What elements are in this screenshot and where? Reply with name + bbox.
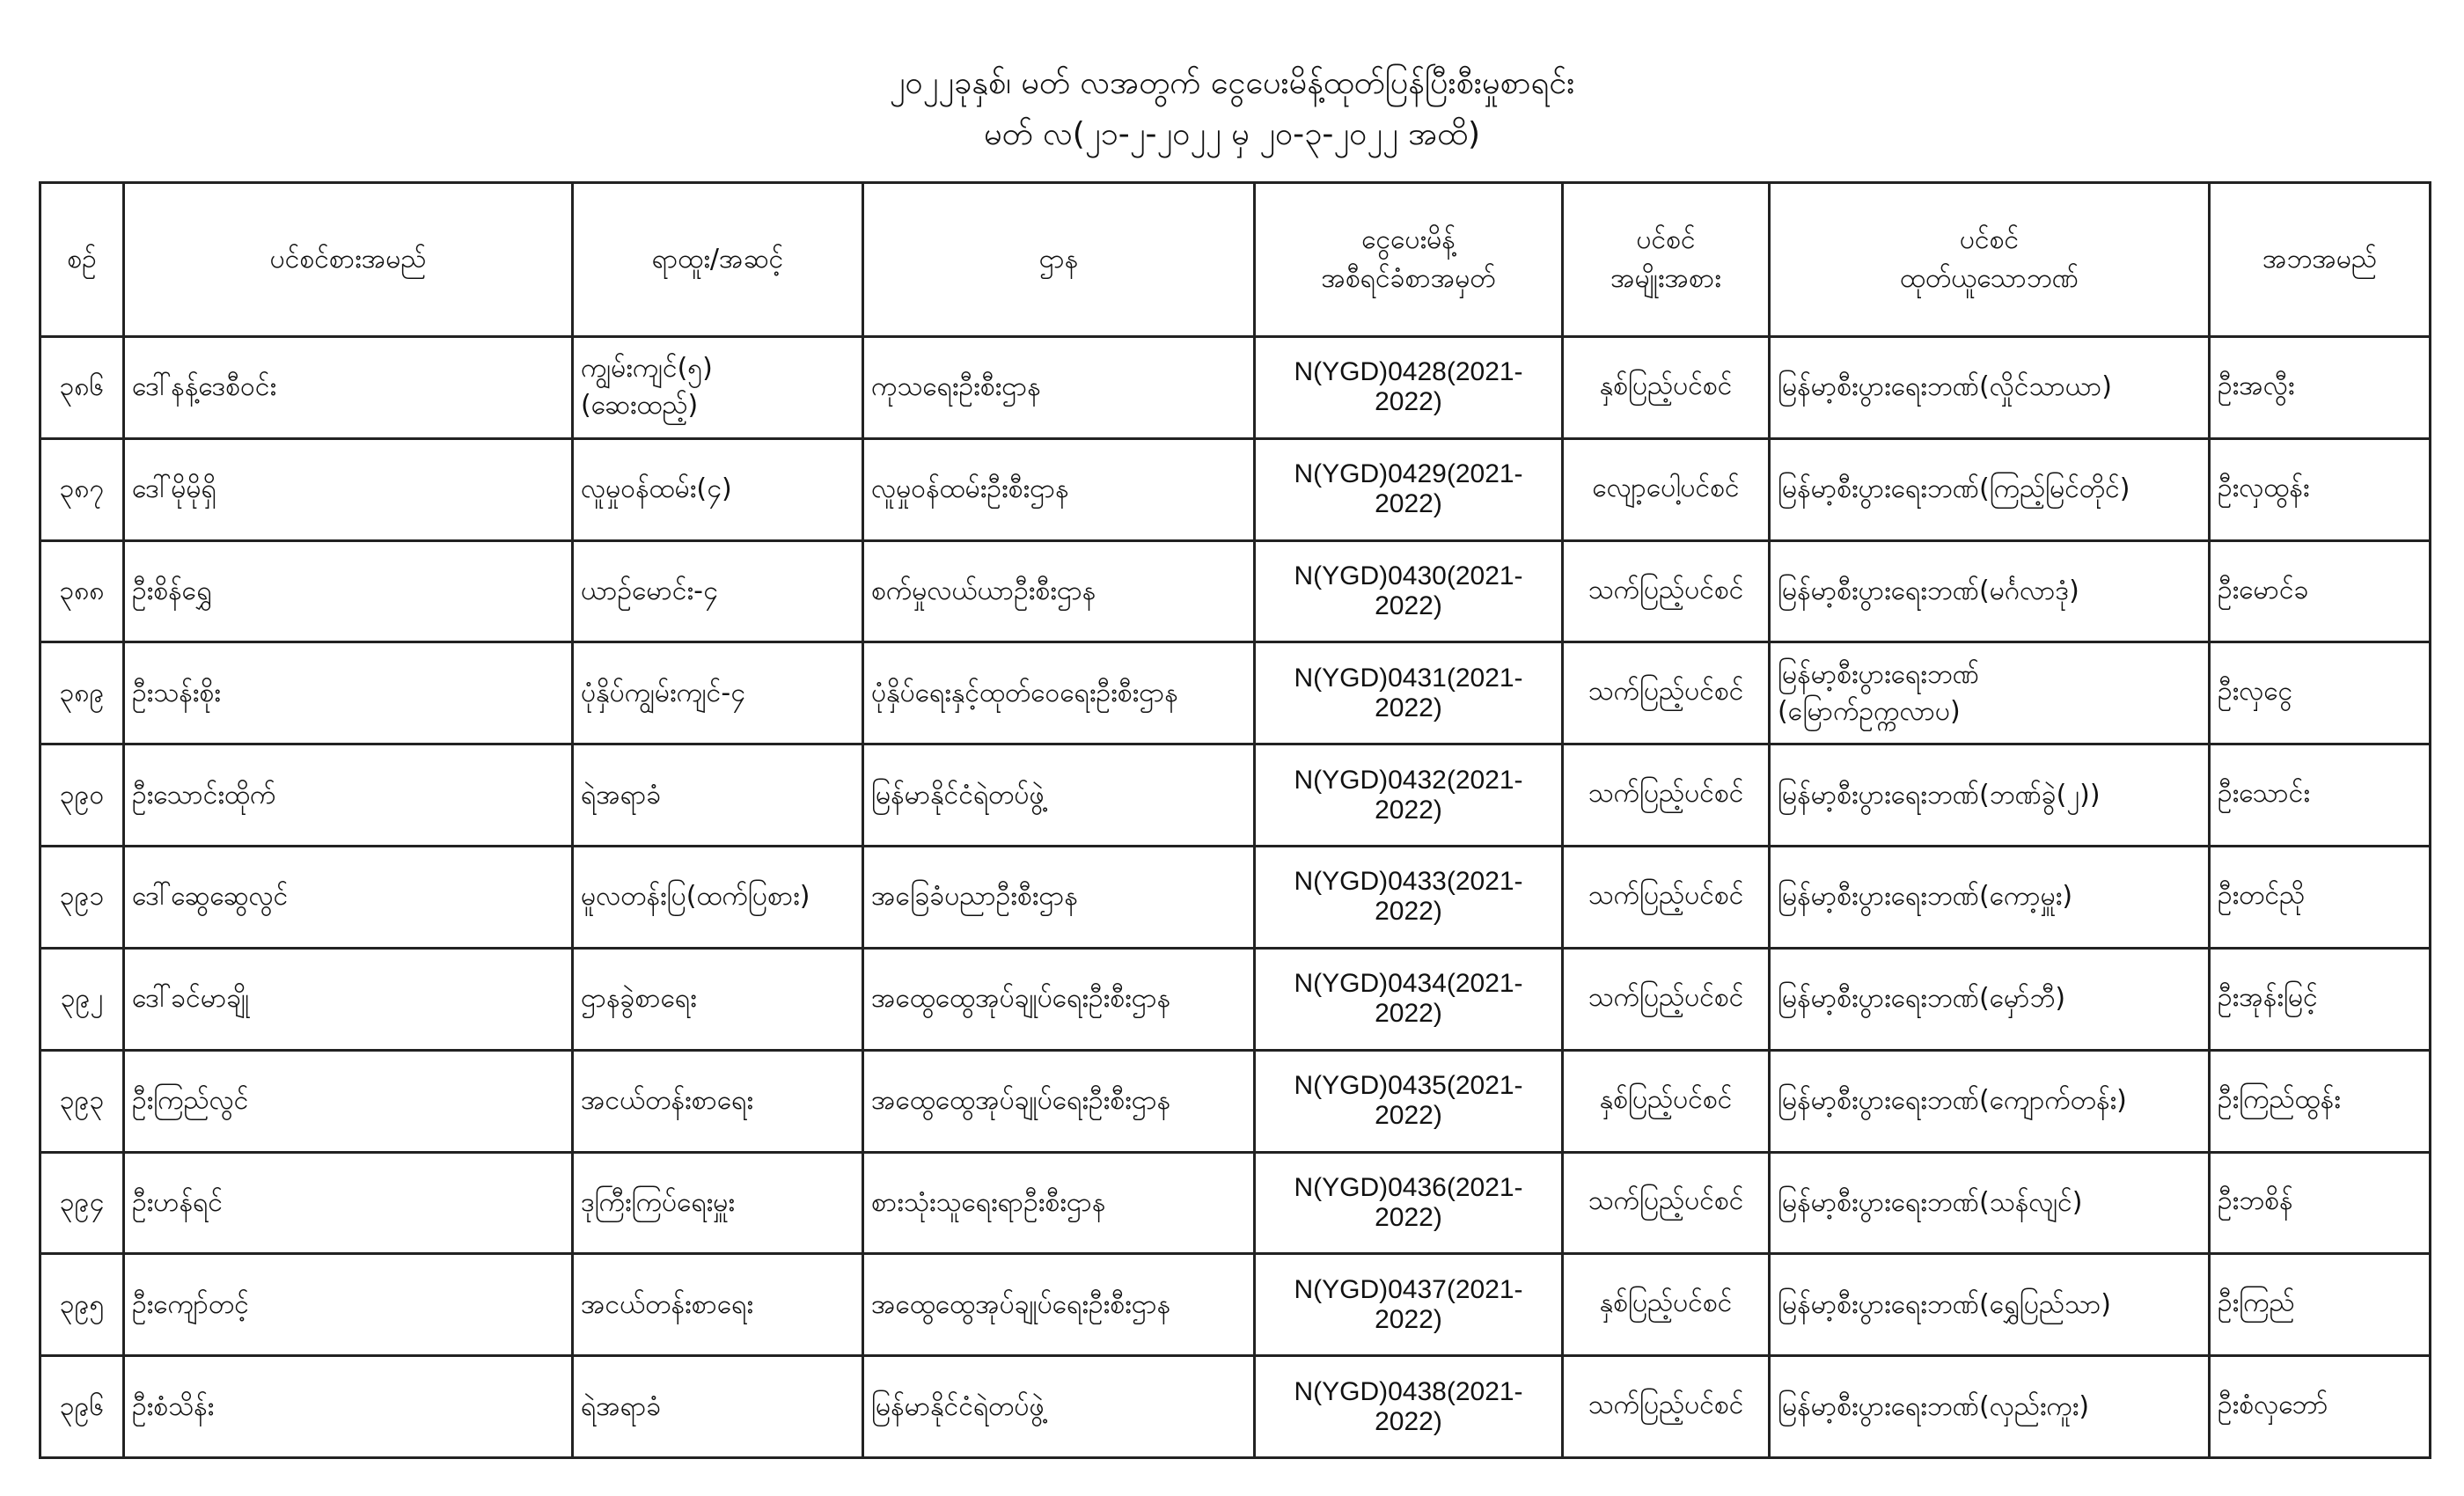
pension-table: [39, 181, 2431, 1459]
cell-report-number: [1255, 1152, 1563, 1254]
header-department: ဌာန: [863, 183, 1255, 337]
cell-rank: [573, 438, 863, 540]
header-report-number-line2: အစီရင်ခံစာအမှတ်: [1321, 263, 1496, 294]
bank-text-line2: (မြောက်ဥက္ကလာပ): [1778, 695, 1961, 727]
table-header: [40, 183, 2431, 337]
table-row: [40, 1050, 2431, 1152]
bank-text: မြန်မာ့စီးပွားရေးဘဏ်(သန်လျင်): [1778, 1186, 2083, 1218]
cell-father-name: [2210, 1050, 2431, 1152]
header-pension-type: [1563, 183, 1770, 337]
cell-pension-type: [1563, 438, 1770, 540]
document-header: [0, 58, 2464, 160]
pension-type: သက်ပြည့်ပင်စင်: [1588, 1390, 1744, 1421]
cell-pension-type: [1563, 1254, 1770, 1356]
department-text: စက်မှုလယ်ယာဦးစီးဌာန: [871, 576, 1096, 607]
cell-name: [124, 847, 573, 949]
rank-text: လူမှုဝန်ထမ်း(၄): [581, 473, 732, 505]
department-text: အထွေထွေအုပ်ချုပ်ရေးဦးစီးဌာန: [871, 983, 1171, 1015]
header-report-number-line1: ငွေပေးမိန့်: [1361, 224, 1456, 255]
father-name: ဦးကြည်ထွန်း: [2218, 1083, 2341, 1115]
cell-department: [863, 948, 1255, 1050]
cell-department: [863, 1152, 1255, 1254]
header-rank: ရာထူး/အဆင့်: [573, 183, 863, 337]
cell-pension-type: [1563, 744, 1770, 847]
bank-text: မြန်မာ့စီးပွားရေးဘဏ်(လှိုင်သာယာ): [1778, 371, 2112, 403]
table-row: [40, 948, 2431, 1050]
pensioner-name: ဦးကြည်လွင်: [132, 1085, 249, 1117]
cell-department: [863, 540, 1255, 642]
table-row: [40, 540, 2431, 642]
cell-no: [40, 438, 124, 540]
department-text: ကုသရေးဦးစီးဌာန: [871, 371, 1041, 403]
report-number: N(YGD)0428(2021-2022): [1294, 357, 1523, 417]
department-text: ပုံနှိပ်ရေးနှင့်ထုတ်ဝေရေးဦးစီးဌာန: [871, 677, 1178, 708]
header-name: ပင်စင်စားအမည်: [124, 183, 573, 337]
pensioner-name: ဦးသန်းစိုး: [132, 677, 221, 708]
cell-father-name: [2210, 744, 2431, 847]
rank-text: ယာဉ်မောင်း-၄: [581, 576, 718, 607]
cell-report-number: [1255, 438, 1563, 540]
pensioner-name: ဒေါ်ခင်မာချို: [132, 983, 250, 1015]
pensioner-name: ဦးသောင်းထိုက်: [132, 779, 276, 810]
bank-text: မြန်မာ့စီးပွားရေးဘဏ်(ကော့မှူး): [1778, 881, 2073, 913]
bank-text: မြန်မာ့စီးပွားရေးဘဏ်(မှော်ဘီ): [1778, 983, 2066, 1015]
rank-text: ကျွမ်းကျင်(၅): [581, 353, 713, 385]
header-report-number: [1255, 183, 1563, 337]
cell-pension-type: [1563, 337, 1770, 439]
father-name: ဦးသောင်း: [2218, 778, 2310, 810]
cell-pension-type: [1563, 847, 1770, 949]
cell-name: [124, 1356, 573, 1458]
cell-no: [40, 1254, 124, 1356]
report-number: N(YGD)0433(2021-2022): [1294, 867, 1523, 927]
cell-rank: [573, 1050, 863, 1152]
cell-department: [863, 1356, 1255, 1458]
cell-father-name: [2210, 337, 2431, 439]
row-number: ၃၉၃: [59, 1085, 105, 1117]
pension-type: နှစ်ပြည့်ပင်စင်: [1599, 370, 1733, 401]
cell-bank: [1770, 540, 2210, 642]
report-number: N(YGD)0434(2021-2022): [1294, 969, 1523, 1029]
cell-father-name: [2210, 1152, 2431, 1254]
pension-type: သက်ပြည့်ပင်စင်: [1588, 676, 1744, 708]
cell-name: [124, 438, 573, 540]
pension-type: လျော့ပေါ့ပင်စင်: [1592, 472, 1740, 503]
cell-department: [863, 1050, 1255, 1152]
row-number: ၃၉၂: [60, 983, 104, 1015]
cell-father-name: [2210, 847, 2431, 949]
header-father-name: အဘအမည်: [2210, 183, 2431, 337]
pensioner-name: ဦးစိန်ရွှေ: [132, 576, 212, 607]
table-row: [40, 642, 2431, 744]
department-text: စားသုံးသူရေးရာဦးစီးဌာန: [871, 1186, 1106, 1218]
header-pension-type-line2: အမျိုးအစား: [1610, 263, 1721, 294]
bank-text: မြန်မာ့စီးပွားရေးဘဏ်(ဘဏ်ခွဲ(၂)): [1778, 779, 2101, 810]
bank-text: မြန်မာ့စီးပွားရေးဘဏ်(ကျောက်တန်း): [1778, 1085, 2127, 1117]
table-row: [40, 1356, 2431, 1458]
cell-father-name: [2210, 1254, 2431, 1356]
report-number: N(YGD)0430(2021-2022): [1294, 561, 1523, 621]
pensioner-name: ဒေါ်နန့်ဒေစီဝင်း: [132, 371, 277, 403]
bank-text: မြန်မာ့စီးပွားရေးဘဏ်(ကြည့်မြင်တိုင်): [1778, 473, 2130, 505]
row-number: ၃၉၀: [59, 779, 105, 810]
rank-text: ရဲအရာခံ: [581, 779, 662, 810]
cell-father-name: [2210, 948, 2431, 1050]
father-name: ဦးတင်ညို: [2218, 879, 2306, 911]
cell-no: [40, 1050, 124, 1152]
cell-department: [863, 744, 1255, 847]
cell-bank: [1770, 1050, 2210, 1152]
cell-department: [863, 847, 1255, 949]
header-bank-line1: ပင်စင်: [1959, 224, 2020, 255]
report-number: N(YGD)0437(2021-2022): [1294, 1274, 1523, 1334]
cell-report-number: [1255, 1356, 1563, 1458]
father-name: ဦးမောင်ခ: [2218, 574, 2309, 605]
cell-bank: [1770, 642, 2210, 744]
cell-bank: [1770, 1254, 2210, 1356]
cell-bank: [1770, 337, 2210, 439]
cell-no: [40, 337, 124, 439]
cell-rank: [573, 337, 863, 439]
header-pension-type-line1: ပင်စင်: [1636, 224, 1696, 255]
cell-department: [863, 642, 1255, 744]
cell-bank: [1770, 1356, 2210, 1458]
cell-department: [863, 1254, 1255, 1356]
rank-text: အငယ်တန်းစာရေး: [581, 1085, 753, 1117]
cell-report-number: [1255, 847, 1563, 949]
department-text: အထွေထွေအုပ်ချုပ်ရေးဦးစီးဌာန: [871, 1288, 1171, 1320]
department-text: မြန်မာနိုင်ငံရဲတပ်ဖွဲ့: [871, 1390, 1045, 1422]
cell-rank: [573, 1356, 863, 1458]
table-body: [40, 337, 2431, 1458]
father-name: ဦးဘစိန်: [2218, 1185, 2293, 1217]
pension-type: နှစ်ပြည့်ပင်စင်: [1599, 1287, 1733, 1319]
father-name: ဦးလှငွေ: [2218, 676, 2293, 708]
department-text: အထွေထွေအုပ်ချုပ်ရေးဦးစီးဌာန: [871, 1085, 1171, 1117]
cell-report-number: [1255, 948, 1563, 1050]
cell-report-number: [1255, 642, 1563, 744]
pension-type: သက်ပြည့်ပင်စင်: [1588, 981, 1744, 1013]
rank-text-line2: (ဆေးထည့်): [581, 390, 699, 422]
pension-type: သက်ပြည့်ပင်စင်: [1588, 574, 1744, 605]
rank-text: ပုံနှိပ်ကျွမ်းကျင်-၄: [581, 677, 746, 708]
table-row: [40, 438, 2431, 540]
cell-no: [40, 540, 124, 642]
cell-pension-type: [1563, 540, 1770, 642]
table-row: [40, 1254, 2431, 1356]
cell-father-name: [2210, 540, 2431, 642]
cell-report-number: [1255, 744, 1563, 847]
father-name: ဦးကြည်: [2218, 1287, 2295, 1319]
cell-rank: [573, 1254, 863, 1356]
report-number: N(YGD)0438(2021-2022): [1294, 1376, 1523, 1436]
pensioner-name: ဦးဟန်ရင်: [132, 1186, 224, 1218]
row-number: ၃၈၈: [59, 576, 105, 607]
row-number: ၃၉၁: [59, 881, 105, 913]
rank-text: ဒုကြီးကြပ်ရေးမှူး: [581, 1186, 736, 1218]
cell-pension-type: [1563, 642, 1770, 744]
bank-text: မြန်မာ့စီးပွားရေးဘဏ်(မင်္ဂလာဒုံ): [1778, 576, 2079, 607]
row-number: ၃၉၄: [59, 1186, 105, 1218]
table-row: [40, 744, 2431, 847]
bank-text: မြန်မာ့စီးပွားရေးဘဏ်(လှည်းကူး): [1778, 1390, 2090, 1422]
cell-name: [124, 642, 573, 744]
rank-text: အငယ်တန်းစာရေး: [581, 1288, 753, 1320]
rank-text: မူလတန်းပြ(ထက်ပြစား): [581, 881, 810, 913]
cell-father-name: [2210, 642, 2431, 744]
pensioner-name: ဦးစံသိန်း: [132, 1390, 215, 1422]
cell-pension-type: [1563, 1050, 1770, 1152]
cell-report-number: [1255, 1050, 1563, 1152]
report-number: N(YGD)0431(2021-2022): [1294, 663, 1523, 722]
bank-text: မြန်မာ့စီးပွားရေးဘဏ်(ရွှေပြည်သာ): [1778, 1288, 2111, 1320]
cell-name: [124, 337, 573, 439]
cell-no: [40, 642, 124, 744]
department-text: အခြေခံပညာဦးစီးဌာန: [871, 881, 1078, 913]
cell-report-number: [1255, 337, 1563, 439]
cell-name: [124, 1152, 573, 1254]
report-number: N(YGD)0436(2021-2022): [1294, 1172, 1523, 1232]
cell-pension-type: [1563, 948, 1770, 1050]
cell-name: [124, 744, 573, 847]
cell-report-number: [1255, 540, 1563, 642]
report-number: N(YGD)0429(2021-2022): [1294, 459, 1523, 519]
father-name: ဦးစံလှဘော်: [2218, 1390, 2328, 1421]
cell-bank: [1770, 948, 2210, 1050]
cell-rank: [573, 744, 863, 847]
pension-type: သက်ပြည့်ပင်စင်: [1588, 879, 1744, 911]
table-row: [40, 1152, 2431, 1254]
cell-pension-type: [1563, 1152, 1770, 1254]
cell-no: [40, 1152, 124, 1254]
pension-type: သက်ပြည့်ပင်စင်: [1588, 1185, 1744, 1217]
row-number: ၃၈၆: [59, 371, 105, 403]
pension-type: နှစ်ပြည့်ပင်စင်: [1599, 1083, 1733, 1115]
cell-rank: [573, 540, 863, 642]
cell-department: [863, 438, 1255, 540]
document-subtitle: မတ် လ(၂၁-၂-၂၀၂၂ မှ ၂၀-၃-၂၀၂၂ အထိ): [983, 116, 1480, 152]
rank-text: ရဲအရာခံ: [581, 1390, 662, 1422]
department-text: လူမှုဝန်ထမ်းဦးစီးဌာန: [871, 473, 1069, 505]
row-number: ၃၈၉: [59, 677, 105, 708]
pensioner-name: ဒေါ်ဆွေဆွေလွင်: [132, 881, 289, 913]
cell-bank: [1770, 438, 2210, 540]
report-number: N(YGD)0432(2021-2022): [1294, 765, 1523, 825]
cell-no: [40, 847, 124, 949]
cell-name: [124, 1254, 573, 1356]
cell-rank: [573, 847, 863, 949]
table-row: [40, 337, 2431, 439]
father-name: ဦးအုန်းမြင့်: [2218, 981, 2318, 1013]
pensioner-name: ဦးကျော်တင့်: [132, 1288, 249, 1320]
cell-rank: [573, 948, 863, 1050]
department-text: မြန်မာနိုင်ငံရဲတပ်ဖွဲ့: [871, 779, 1045, 810]
cell-rank: [573, 1152, 863, 1254]
cell-name: [124, 540, 573, 642]
cell-pension-type: [1563, 1356, 1770, 1458]
cell-no: [40, 744, 124, 847]
father-name: ဦးအလွီး: [2218, 370, 2295, 401]
report-number: N(YGD)0435(2021-2022): [1294, 1071, 1523, 1131]
cell-name: [124, 948, 573, 1050]
cell-bank: [1770, 744, 2210, 847]
document-title: ၂၀၂၂ခုနှစ်၊ မတ် လအတွက် ငွေပေးမိန့်ထုတ်ပြန်ပြီးစီးမှုစာရင်း: [889, 65, 1575, 101]
table-row: [40, 847, 2431, 949]
rank-text: ဌာနခွဲစာရေး: [581, 983, 697, 1015]
row-number: ၃၈၇: [59, 473, 105, 505]
father-name: ဦးလှထွန်း: [2218, 472, 2310, 503]
cell-rank: [573, 642, 863, 744]
cell-report-number: [1255, 1254, 1563, 1356]
header-bank: [1770, 183, 2210, 337]
cell-father-name: [2210, 1356, 2431, 1458]
cell-department: [863, 337, 1255, 439]
cell-father-name: [2210, 438, 2431, 540]
cell-bank: [1770, 847, 2210, 949]
cell-no: [40, 1356, 124, 1458]
cell-bank: [1770, 1152, 2210, 1254]
cell-name: [124, 1050, 573, 1152]
row-number: ၃၉၆: [59, 1390, 105, 1422]
pension-type: သက်ပြည့်ပင်စင်: [1588, 778, 1744, 810]
header-bank-line2: ထုတ်ယူသောဘဏ်: [1900, 263, 2079, 294]
header-row: [40, 183, 2431, 337]
header-no: စဉ်: [40, 183, 124, 337]
bank-text: မြန်မာ့စီးပွားရေးဘဏ်: [1778, 658, 1979, 690]
cell-no: [40, 948, 124, 1050]
pensioner-name: ဒေါ်မိုမိုရှိ: [132, 473, 216, 505]
row-number: ၃၉၅: [59, 1288, 105, 1320]
